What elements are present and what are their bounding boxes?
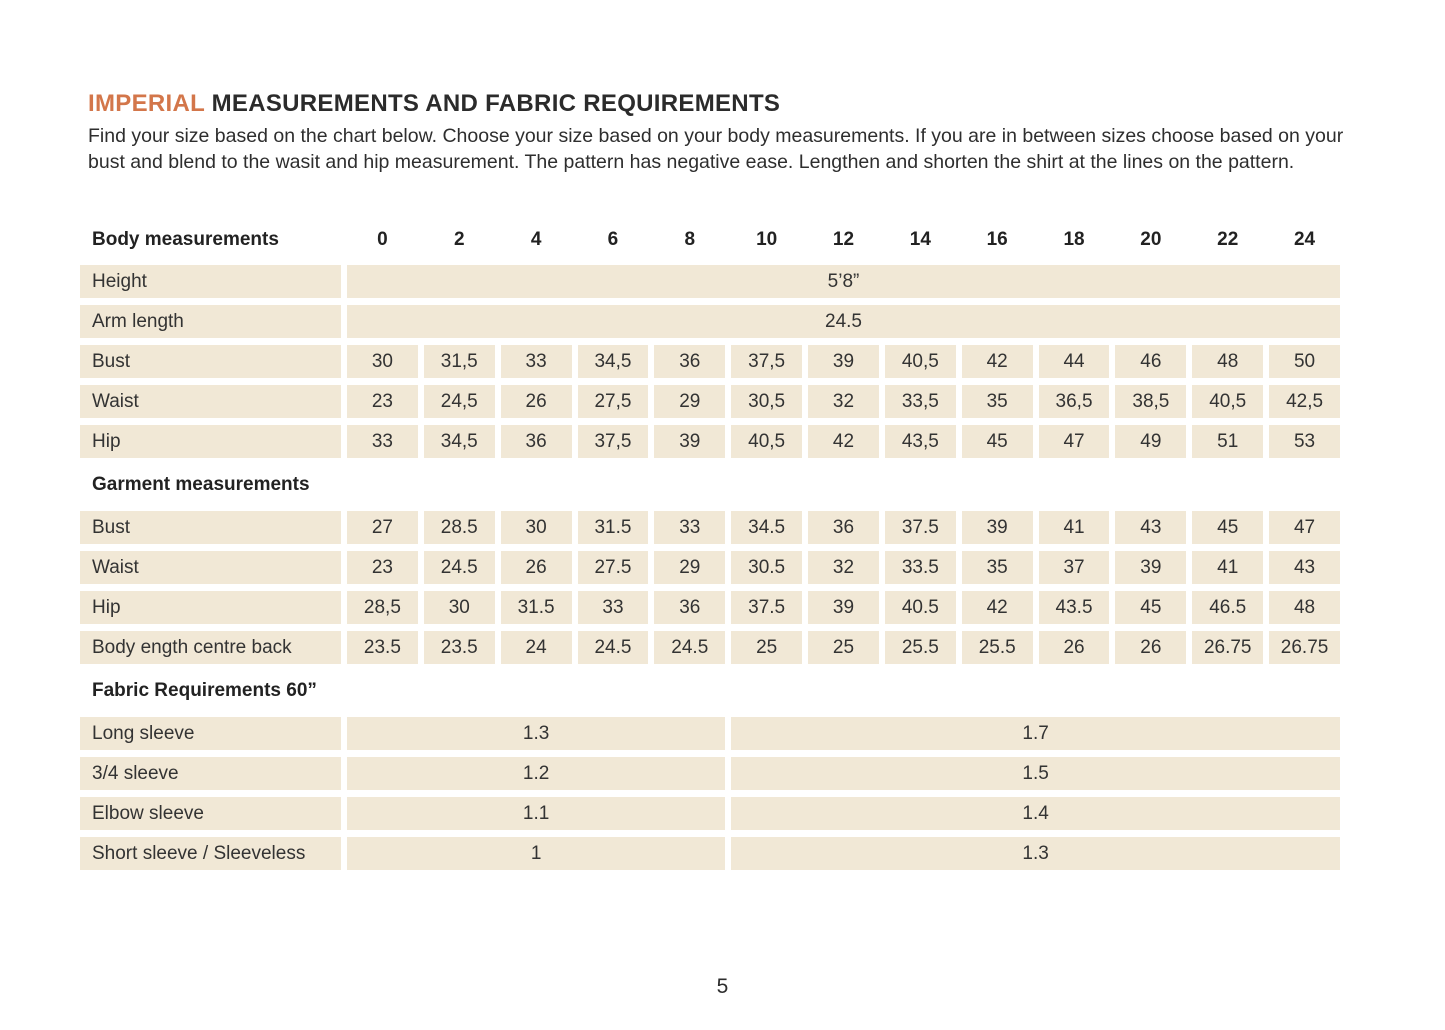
table-row bbox=[80, 631, 1340, 664]
table-row bbox=[80, 511, 1340, 544]
value-cell: 37 bbox=[1039, 551, 1110, 584]
value-cell: 41 bbox=[1192, 551, 1263, 584]
value-cell: 23.5 bbox=[347, 631, 418, 664]
value-cell: 42,5 bbox=[1269, 385, 1340, 418]
value-cell: 33 bbox=[654, 511, 725, 544]
page-number: 5 bbox=[716, 975, 729, 998]
page-title-rest: MEASUREMENTS AND FABRIC REQUIREMENTS bbox=[211, 90, 781, 117]
size-column-header: 22 bbox=[1217, 229, 1239, 250]
value-cell: 29 bbox=[654, 385, 725, 418]
value-cell: 26 bbox=[501, 385, 572, 418]
value-cell: 37.5 bbox=[885, 511, 956, 544]
size-column-header: 0 bbox=[377, 229, 388, 250]
value-cell: 33 bbox=[578, 591, 649, 624]
size-column-header: 20 bbox=[1140, 229, 1162, 250]
value-cell: 1.3 bbox=[731, 837, 1340, 870]
value-cell: 23.5 bbox=[424, 631, 495, 664]
value-cell: 36 bbox=[654, 591, 725, 624]
page-title bbox=[88, 90, 780, 118]
row-label: Hip bbox=[80, 591, 341, 624]
value-cell: 35 bbox=[962, 385, 1033, 418]
value-cell: 23 bbox=[347, 385, 418, 418]
value-cell: 45 bbox=[1192, 511, 1263, 544]
value-cell: 36 bbox=[808, 511, 879, 544]
row-label: 3/4 sleeve bbox=[80, 757, 341, 790]
row-label: Long sleeve bbox=[80, 717, 341, 750]
value-cell: 26.75 bbox=[1192, 631, 1263, 664]
value-cell: 26 bbox=[501, 551, 572, 584]
value-cell: 43 bbox=[1269, 551, 1340, 584]
value-cell: 24 bbox=[501, 631, 572, 664]
row-label: Bust bbox=[80, 511, 341, 544]
table-row bbox=[80, 591, 1340, 624]
value-cell: 39 bbox=[808, 345, 879, 378]
value-cell: 46 bbox=[1115, 345, 1186, 378]
value-cell: 43 bbox=[1115, 511, 1186, 544]
value-cell: 36 bbox=[654, 345, 725, 378]
value-cell: 24.5 bbox=[424, 551, 495, 584]
value-cell: 28.5 bbox=[424, 511, 495, 544]
value-cell: 23 bbox=[347, 551, 418, 584]
size-chart bbox=[80, 228, 1340, 877]
intro-paragraph: Find your size based on the chart below. Choose your size based on your body measurements. If you are in between sizes choose based on your bust and blend to the wasit and hip measurement. The pattern has negative ease. Lengthen and shorten the shirt at the lines on the pattern. bbox=[88, 125, 1344, 173]
value-cell: 46.5 bbox=[1192, 591, 1263, 624]
row-label: Arm length bbox=[80, 305, 341, 338]
value-cell: 32 bbox=[808, 551, 879, 584]
value-cell: 26 bbox=[1115, 631, 1186, 664]
chart-header-label: Body measurements bbox=[92, 229, 279, 250]
value-cell: 43.5 bbox=[1039, 591, 1110, 624]
value-cell: 42 bbox=[962, 345, 1033, 378]
row-label: Body ength centre back bbox=[80, 631, 341, 664]
value-cell: 43,5 bbox=[885, 425, 956, 458]
table-row bbox=[80, 717, 1340, 750]
value-cell: 5’8” bbox=[347, 265, 1340, 298]
size-column-header: 16 bbox=[986, 229, 1008, 250]
value-cell: 40,5 bbox=[1192, 385, 1263, 418]
value-cell: 30 bbox=[501, 511, 572, 544]
value-cell: 33 bbox=[347, 425, 418, 458]
page-title-highlight: IMPERIAL bbox=[88, 90, 205, 117]
value-cell: 25 bbox=[731, 631, 802, 664]
table-row bbox=[80, 305, 1340, 338]
size-column-header: 8 bbox=[684, 229, 696, 250]
size-column-header: 24 bbox=[1293, 229, 1316, 250]
table-row bbox=[80, 265, 1340, 298]
value-cell: 27 bbox=[347, 511, 418, 544]
value-cell: 34.5 bbox=[731, 511, 802, 544]
value-cell: 48 bbox=[1192, 345, 1263, 378]
size-column-header: 10 bbox=[756, 229, 778, 250]
row-label: Bust bbox=[80, 345, 341, 378]
value-cell: 37,5 bbox=[578, 425, 649, 458]
value-cell: 38,5 bbox=[1115, 385, 1186, 418]
value-cell: 40,5 bbox=[885, 345, 956, 378]
value-cell: 42 bbox=[808, 425, 879, 458]
value-cell: 26.75 bbox=[1269, 631, 1340, 664]
value-cell: 1.1 bbox=[347, 797, 725, 830]
row-label: Height bbox=[80, 265, 341, 298]
table-row bbox=[80, 757, 1340, 790]
value-cell: 30.5 bbox=[731, 551, 802, 584]
value-cell: 47 bbox=[1269, 511, 1340, 544]
section-heading: Garment measurements bbox=[92, 473, 310, 495]
table-row bbox=[80, 837, 1340, 870]
table-row bbox=[80, 551, 1340, 584]
chart-header-row bbox=[80, 228, 1340, 252]
row-label: Waist bbox=[80, 385, 341, 418]
value-cell: 39 bbox=[1115, 551, 1186, 584]
value-cell: 50 bbox=[1269, 345, 1340, 378]
section-heading: Fabric Requirements 60” bbox=[92, 679, 317, 701]
value-cell: 24.5 bbox=[578, 631, 649, 664]
value-cell: 1.4 bbox=[731, 797, 1340, 830]
value-cell: 40,5 bbox=[731, 425, 802, 458]
value-cell: 39 bbox=[654, 425, 725, 458]
table-row bbox=[80, 345, 1340, 378]
value-cell: 45 bbox=[1115, 591, 1186, 624]
value-cell: 33,5 bbox=[885, 385, 956, 418]
value-cell: 45 bbox=[962, 425, 1033, 458]
value-cell: 24,5 bbox=[424, 385, 495, 418]
value-cell: 32 bbox=[808, 385, 879, 418]
value-cell: 34,5 bbox=[578, 345, 649, 378]
value-cell: 25.5 bbox=[885, 631, 956, 664]
value-cell: 37.5 bbox=[731, 591, 802, 624]
size-column-header: 12 bbox=[832, 229, 855, 250]
value-cell: 1.2 bbox=[347, 757, 725, 790]
value-cell: 30 bbox=[424, 591, 495, 624]
value-cell: 33 bbox=[501, 345, 572, 378]
table-row bbox=[80, 425, 1340, 458]
value-cell: 25 bbox=[808, 631, 879, 664]
value-cell: 33.5 bbox=[885, 551, 956, 584]
value-cell: 25.5 bbox=[962, 631, 1033, 664]
row-label: Hip bbox=[80, 425, 341, 458]
value-cell: 1.5 bbox=[731, 757, 1340, 790]
value-cell: 29 bbox=[654, 551, 725, 584]
size-column-header: 14 bbox=[909, 229, 931, 250]
table-row bbox=[80, 797, 1340, 830]
value-cell: 27.5 bbox=[578, 551, 649, 584]
value-cell: 27,5 bbox=[578, 385, 649, 418]
value-cell: 31.5 bbox=[578, 511, 649, 544]
value-cell: 31.5 bbox=[501, 591, 572, 624]
value-cell: 39 bbox=[962, 511, 1033, 544]
row-label: Elbow sleeve bbox=[80, 797, 341, 830]
size-column-header: 18 bbox=[1063, 229, 1085, 250]
value-cell: 36 bbox=[501, 425, 572, 458]
row-label: Waist bbox=[80, 551, 341, 584]
value-cell: 26 bbox=[1039, 631, 1110, 664]
table-row bbox=[80, 385, 1340, 418]
value-cell: 39 bbox=[808, 591, 879, 624]
value-cell: 1.7 bbox=[731, 717, 1340, 750]
value-cell: 48 bbox=[1269, 591, 1340, 624]
value-cell: 41 bbox=[1039, 511, 1110, 544]
value-cell: 35 bbox=[962, 551, 1033, 584]
value-cell: 47 bbox=[1039, 425, 1110, 458]
value-cell: 31,5 bbox=[424, 345, 495, 378]
value-cell: 28,5 bbox=[347, 591, 418, 624]
value-cell: 37,5 bbox=[731, 345, 802, 378]
value-cell: 30,5 bbox=[731, 385, 802, 418]
value-cell: 24.5 bbox=[654, 631, 725, 664]
value-cell: 30 bbox=[347, 345, 418, 378]
value-cell: 44 bbox=[1039, 345, 1110, 378]
row-label: Short sleeve / Sleeveless bbox=[80, 837, 341, 870]
value-cell: 36,5 bbox=[1039, 385, 1110, 418]
value-cell: 34,5 bbox=[424, 425, 495, 458]
value-cell: 49 bbox=[1115, 425, 1186, 458]
value-cell: 1.3 bbox=[347, 717, 725, 750]
size-column-header: 4 bbox=[530, 229, 542, 250]
value-cell: 1 bbox=[347, 837, 725, 870]
size-column-header: 6 bbox=[607, 229, 619, 250]
value-cell: 24.5 bbox=[347, 305, 1340, 338]
size-column-header: 2 bbox=[453, 229, 465, 250]
value-cell: 53 bbox=[1269, 425, 1340, 458]
value-cell: 40.5 bbox=[885, 591, 956, 624]
value-cell: 51 bbox=[1192, 425, 1263, 458]
value-cell: 42 bbox=[962, 591, 1033, 624]
